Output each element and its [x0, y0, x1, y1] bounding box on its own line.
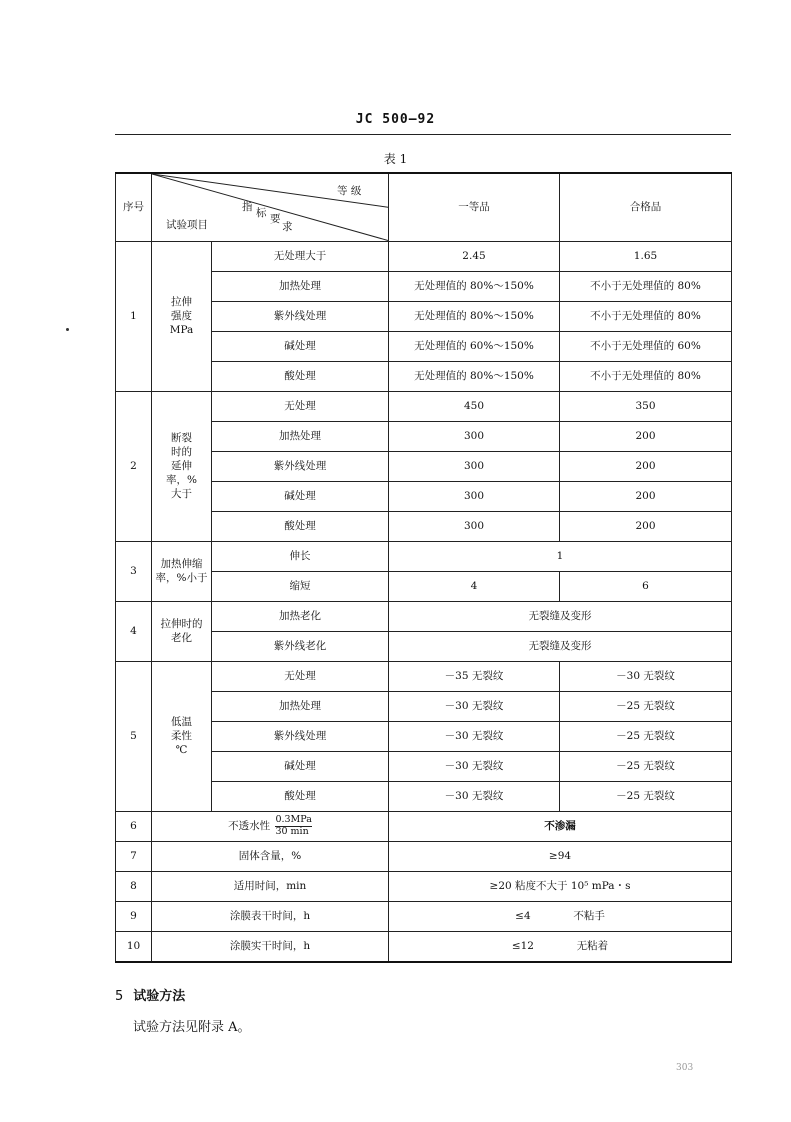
g4-item: 拉伸时的 老化 [152, 601, 212, 661]
g4-no: 4 [116, 601, 152, 661]
r7-no: 7 [116, 841, 152, 871]
g5-cond: 加热处理 [212, 691, 389, 721]
g3-a: 4 [389, 571, 560, 601]
g2-b: 200 [560, 481, 732, 511]
g5-a: －30 无裂纹 [389, 781, 560, 811]
g2-a: 300 [389, 451, 560, 481]
table-header-row [116, 173, 732, 241]
r9-item: 涂膜表干时间，h [152, 901, 389, 931]
spec-table [115, 172, 732, 963]
g2-cond: 酸处理 [212, 511, 389, 541]
g4-val-heat: 无裂缝及变形 [389, 601, 732, 631]
g5-item: 低温 柔性 ℃ [152, 661, 212, 811]
r6-val: 不渗漏 [389, 811, 732, 841]
g2-no: 2 [116, 391, 152, 541]
g1-cond: 加热处理 [212, 271, 389, 301]
g5-cond: 无处理 [212, 661, 389, 691]
g5-cond: 碱处理 [212, 751, 389, 781]
g2-cond: 无处理 [212, 391, 389, 421]
section-title: 试验方法 [133, 989, 186, 1004]
r9-val-a: ≤4 [515, 909, 531, 922]
g2-b: 200 [560, 421, 732, 451]
g2-a: 300 [389, 511, 560, 541]
g1-cond: 碱处理 [212, 331, 389, 361]
table-row [116, 241, 732, 271]
g5-b: －25 无裂纹 [560, 781, 732, 811]
spec-table-wrapper [115, 172, 731, 963]
header-diagonal-cell [152, 173, 389, 241]
r8-no: 8 [116, 871, 152, 901]
g2-b: 200 [560, 511, 732, 541]
g5-b: －25 无裂纹 [560, 751, 732, 781]
table-row [116, 871, 732, 901]
r8-val: ≥20 粘度不大于 10⁵ mPa・s [389, 871, 732, 901]
r6-item-label: 不透水性 [228, 820, 271, 832]
g5-b: －25 无裂纹 [560, 721, 732, 751]
r9-val [389, 901, 732, 931]
g2-cond: 碱处理 [212, 481, 389, 511]
g5-no: 5 [116, 661, 152, 811]
r9-val-b: 不粘手 [573, 909, 605, 922]
g2-cond: 加热处理 [212, 421, 389, 451]
g1-cond: 紫外线处理 [212, 301, 389, 331]
table-caption: 表 1 [383, 152, 408, 166]
table-row [116, 901, 732, 931]
r7-val: ≥94 [389, 841, 732, 871]
r6-item [152, 811, 389, 841]
r7-item: 固体含量，% [152, 841, 389, 871]
g1-b: 不小于无处理值的 60% [560, 331, 732, 361]
g4-cond-uv: 紫外线老化 [212, 631, 389, 661]
table-row [116, 661, 732, 691]
body-paragraph: 试验方法见附录 A。 [133, 1020, 251, 1035]
r10-val-b: 无粘着 [576, 939, 609, 952]
g1-item: 拉伸 强度 MPa [152, 241, 212, 391]
g3-val-extend: 1 [389, 541, 732, 571]
section-number: 5 [115, 989, 124, 1004]
g1-b: 不小于无处理值的 80% [560, 271, 732, 301]
header-grade: 等 级 [337, 185, 362, 197]
header-seq: 序号 [116, 173, 152, 241]
g1-cond: 酸处理 [212, 361, 389, 391]
page-number: 303 [676, 1063, 694, 1073]
g2-a: 300 [389, 421, 560, 451]
g5-a: －30 无裂纹 [389, 721, 560, 751]
g2-item: 断裂 时的 延伸 率，% 大于 [152, 391, 212, 541]
g5-b: －30 无裂纹 [560, 661, 732, 691]
g1-b: 不小于无处理值的 80% [560, 301, 732, 331]
table-row [116, 841, 732, 871]
g4-cond-heat: 加热老化 [212, 601, 389, 631]
g2-a: 450 [389, 391, 560, 421]
r6-item-fraction [275, 815, 311, 837]
g5-cond: 酸处理 [212, 781, 389, 811]
g1-b: 1.65 [560, 241, 732, 271]
g5-a: －35 无裂纹 [389, 661, 560, 691]
g5-cond: 紫外线处理 [212, 721, 389, 751]
g3-cond-extend: 伸长 [212, 541, 389, 571]
g3-cond-shrink: 缩短 [212, 571, 389, 601]
g2-b: 200 [560, 451, 732, 481]
g1-cond: 无处理大于 [212, 241, 389, 271]
section-heading [115, 985, 185, 1004]
table-row [116, 391, 732, 421]
header-indicator-2: 标 [256, 207, 267, 219]
r9-no: 9 [116, 901, 152, 931]
table-row [116, 601, 732, 631]
header-test-item: 试验项目 [166, 219, 208, 231]
standard-number: JC 500—92 [355, 112, 436, 127]
g2-a: 300 [389, 481, 560, 511]
table-row [116, 931, 732, 962]
g1-no: 1 [116, 241, 152, 391]
g1-b: 不小于无处理值的 80% [560, 361, 732, 391]
header-rule [115, 134, 731, 135]
table-row [116, 811, 732, 841]
r10-no: 10 [116, 931, 152, 962]
header-indicator-1: 指 [242, 201, 253, 213]
g5-a: －30 无裂纹 [389, 751, 560, 781]
header-indicator-3: 要 [270, 213, 281, 225]
header-first-grade: 一等品 [389, 173, 560, 241]
g1-a: 无处理值的 80%～150% [389, 361, 560, 391]
g1-a: 无处理值的 80%～150% [389, 271, 560, 301]
table-row [116, 541, 732, 571]
header-indicator-4: 求 [282, 221, 293, 233]
r6-frac-top: 0.3MPa [275, 814, 312, 826]
g5-b: －25 无裂纹 [560, 691, 732, 721]
g3-b: 6 [560, 571, 732, 601]
g2-b: 350 [560, 391, 732, 421]
r6-frac-bottom: 30 min [275, 825, 309, 837]
header-qualified: 合格品 [560, 173, 732, 241]
r10-val-a: ≤12 [511, 939, 534, 952]
r10-val [389, 931, 732, 962]
g1-a: 无处理值的 80%～150% [389, 301, 560, 331]
g5-a: －30 无裂纹 [389, 691, 560, 721]
g1-a: 无处理值的 60%～150% [389, 331, 560, 361]
g1-a: 2.45 [389, 241, 560, 271]
g2-cond: 紫外线处理 [212, 451, 389, 481]
r10-item: 涂膜实干时间，h [152, 931, 389, 962]
g3-no: 3 [116, 541, 152, 601]
r8-item: 适用时间，min [152, 871, 389, 901]
r6-no: 6 [116, 811, 152, 841]
g4-val-uv: 无裂缝及变形 [389, 631, 732, 661]
margin-dot [66, 328, 69, 331]
g3-item: 加热伸缩 率，%小于 [152, 541, 212, 601]
